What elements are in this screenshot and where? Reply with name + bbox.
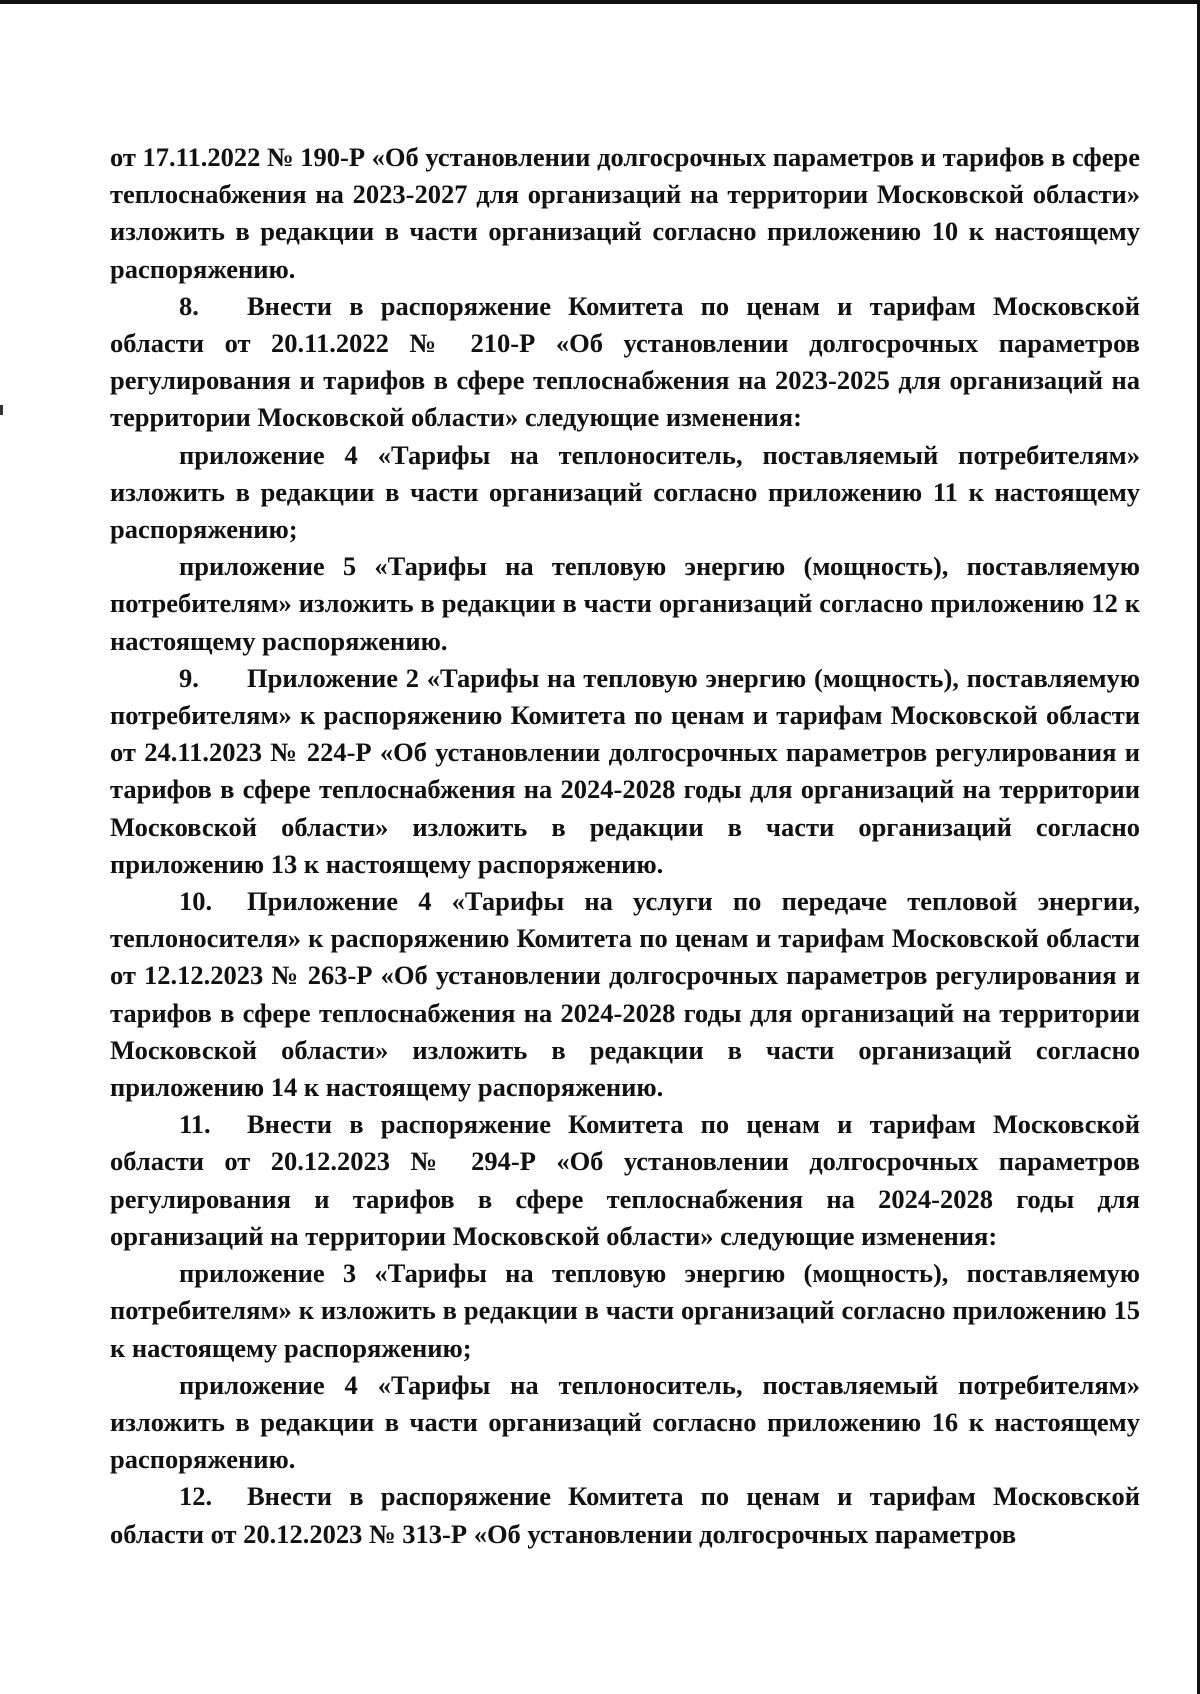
paragraph-continuation — [110, 139, 1140, 288]
document-body — [110, 139, 1140, 1553]
paragraph-item-11 — [110, 1106, 1140, 1255]
paragraph-number: 8. — [179, 290, 199, 321]
paragraph-text: Приложение 2 «Тарифы на тепловую энергию (мощность), поставляемую потребителям» к распоряжению Комитета по ценам и тарифам Московской области от 24.11.2023 № 224-Р «Об установлении долгосрочных параметров регулирования и тарифов в сфере теплоснабжения на 2024-2028 годы для организаций на территории Московской области» изложить в редакции в части организаций согласно приложению 13 к настоящему распоряжению. — [110, 662, 1140, 879]
paragraph-text: приложение 3 «Тарифы на тепловую энергию (мощность), поставляемую потребителям» к изложить в редакции в части организаций согласно приложению 15 к настоящему распоряжению; — [110, 1258, 1140, 1363]
paragraph-item-8 — [110, 288, 1140, 437]
paragraph-item-10 — [110, 883, 1140, 1106]
scan-edge-top — [0, 0, 1200, 4]
paragraph-text: Внести в распоряжение Комитета по ценам и тарифам Московской области от 20.11.2022 № 210-Р «Об установлении долгосрочных параметров регулирования и тарифов в сфере теплоснабжения на 2023-2025 для организаций на территории Московской области» следующие изменения: — [110, 290, 1140, 433]
paragraph-text: приложение 4 «Тарифы на теплоноситель, поставляемый потребителям» изложить в редакции в части организаций согласно приложению 16 к настоящему распоряжению. — [110, 1369, 1140, 1475]
paragraph-number: 12. — [179, 1481, 213, 1512]
paragraph-subitem — [110, 437, 1140, 549]
paragraph-number: 11. — [179, 1109, 211, 1140]
paragraph-item-12 — [110, 1478, 1140, 1552]
paragraph-item-9 — [110, 660, 1140, 883]
scan-edge-mark — [0, 405, 3, 415]
paragraph-text: Приложение 4 «Тарифы на услуги по передаче тепловой энергии, теплоносителя» к распоряжению Комитета по ценам и тарифам Московской области от 12.12.2023 № 263-Р «Об установлении долгосрочных параметров регулирования и тарифов в сфере теплоснабжения на 2024-2028 годы для организаций на территории Московской области» изложить в редакции в части организаций согласно приложению 14 к настоящему распоряжению. — [110, 886, 1140, 1103]
paragraph-subitem — [110, 1255, 1140, 1367]
paragraph-text: приложение 4 «Тарифы на теплоноситель, поставляемый потребителям» изложить в редакции в части организаций согласно приложению 11 к настоящему распоряжению; — [110, 439, 1140, 545]
paragraph-text: Внести в распоряжение Комитета по ценам и тарифам Московской области от 20.12.2023 № 313-Р «Об установлении долгосрочных параметров — [110, 1481, 1140, 1549]
paragraph-subitem — [110, 1367, 1140, 1479]
paragraph-text: от 17.11.2022 № 190-Р «Об установлении долгосрочных параметров и тарифов в сфере теплоснабжения на 2023-2027 для организаций на территории Московской области» изложить в редакции в части организаций согласно приложению 10 к настоящему распоряжению. — [110, 142, 1140, 284]
paragraph-subitem — [110, 548, 1140, 660]
paragraph-text: Внести в распоряжение Комитета по ценам и тарифам Московской области от 20.12.2023 № 294-Р «Об установлении долгосрочных параметров регулирования и тарифов в сфере теплоснабжения на 2024-2028 годы для организаций на территории Московской области» следующие изменения: — [110, 1109, 1140, 1251]
paragraph-number: 10. — [179, 886, 213, 917]
paragraph-number: 9. — [179, 662, 199, 693]
paragraph-text: приложение 5 «Тарифы на тепловую энергию (мощность), поставляемую потребителям» изложить в редакции в части организаций согласно приложению 12 к настоящему распоряжению. — [110, 551, 1140, 656]
